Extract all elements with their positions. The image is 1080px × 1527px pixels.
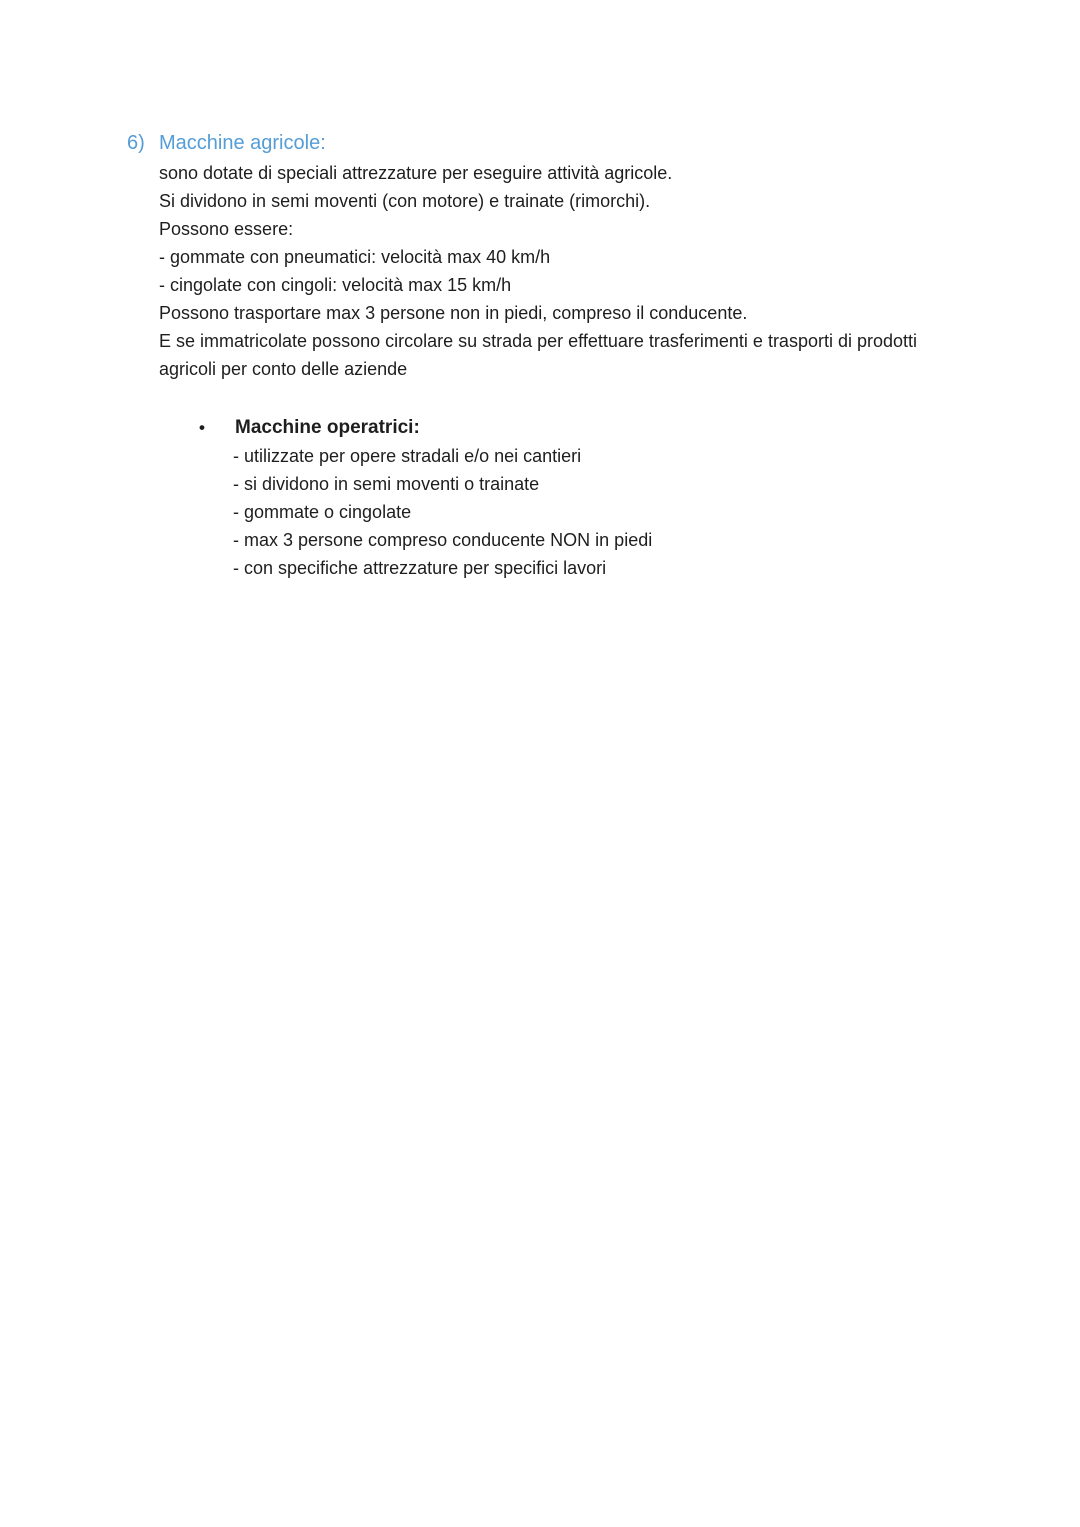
bullet-sub-section [199, 413, 652, 582]
section-title: Macchine agricole: [159, 132, 326, 154]
bullet-sub-items [233, 442, 652, 582]
section-heading [127, 129, 326, 157]
body-line: Si dividono in semi moventi (con motore) e trainate (rimorchi). [159, 191, 651, 211]
bullet-icon: • [199, 418, 205, 437]
section-body [159, 159, 917, 383]
body-line: sono dotate di speciali attrezzature per eseguire attività agricole. [159, 163, 673, 183]
sub-item: - si dividono in semi moventi o trainate [233, 474, 540, 494]
body-line: agricoli per conto delle aziende [159, 359, 408, 379]
sub-item: - gommate o cingolate [233, 502, 412, 522]
sub-item: - max 3 persone compreso conducente NON in piedi [233, 530, 653, 550]
sub-item: - utilizzate per opere stradali e/o nei cantieri [233, 446, 582, 466]
bullet-heading-row [199, 413, 652, 442]
body-line: Possono trasportare max 3 persone non in piedi, compreso il conducente. [159, 303, 748, 323]
body-line: Possono essere: [159, 219, 294, 239]
body-line: - gommate con pneumatici: velocità max 40 km/h [159, 247, 551, 267]
body-line: - cingolate con cingoli: velocità max 15 km/h [159, 275, 512, 295]
section-number: 6) [127, 132, 145, 154]
body-line: E se immatricolate possono circolare su strada per effettuare trasferimenti e trasporti di prodotti [159, 331, 918, 351]
sub-item: - con specifiche attrezzature per specifici lavori [233, 558, 607, 578]
bullet-section-title: Macchine operatrici: [235, 417, 420, 438]
